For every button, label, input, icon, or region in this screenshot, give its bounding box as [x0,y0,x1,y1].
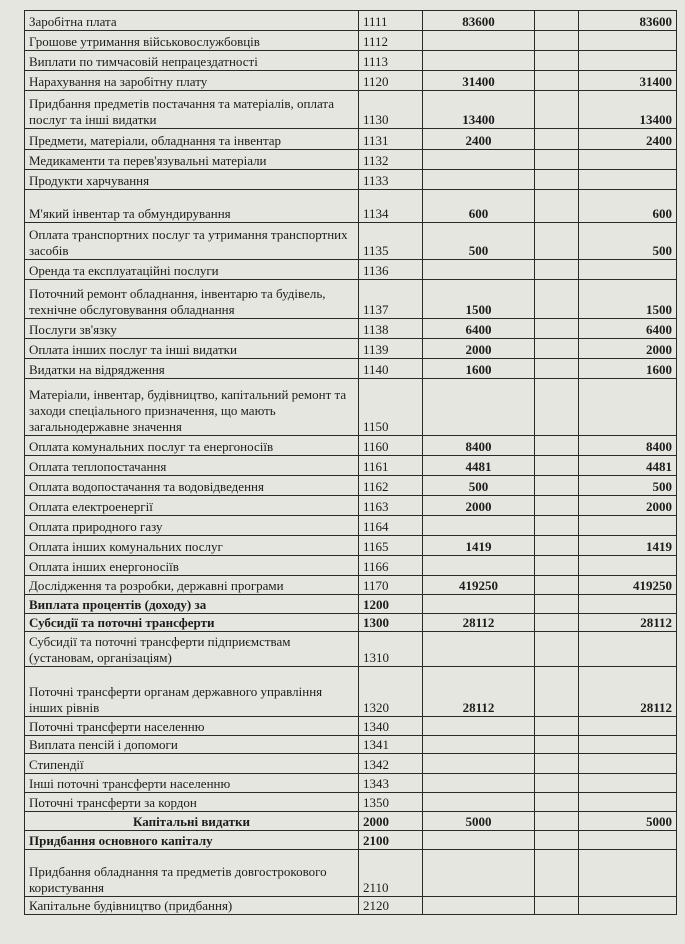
row-code-cell: 1136 [359,260,423,280]
row-name-cell: Матеріали, інвентар, будівництво, капітальний ремонт та заходи спеціального призначення, що мають загальнодержавне значення [25,379,359,436]
table-row [25,129,677,150]
row-name-cell: Оплата комунальних послуг та енергоносіїв [25,436,359,456]
row-name-cell: Капітальне будівництво (придбання) [25,897,359,915]
table-row [25,812,677,831]
row-value-cell: 500 [423,223,535,260]
row-total-cell [579,170,677,190]
row-total-cell [579,717,677,736]
row-value-cell: 419250 [423,576,535,595]
row-total-cell: 31400 [579,71,677,91]
table-row [25,379,677,436]
row-extra-cell [535,319,579,339]
row-code-cell: 1138 [359,319,423,339]
row-value-cell [423,774,535,793]
row-code-cell: 1340 [359,717,423,736]
row-extra-cell [535,614,579,632]
row-total-cell [579,793,677,812]
row-total-cell: 419250 [579,576,677,595]
row-value-cell: 2400 [423,129,535,150]
row-name-cell: Нарахування на заробітну плату [25,71,359,91]
row-total-cell: 83600 [579,11,677,31]
row-code-cell: 1130 [359,91,423,129]
row-extra-cell [535,170,579,190]
row-name-cell: Грошове утримання військовослужбовців [25,31,359,51]
row-value-cell [423,51,535,71]
row-total-cell [579,850,677,897]
row-extra-cell [535,754,579,774]
row-code-cell: 1111 [359,11,423,31]
row-code-cell: 1131 [359,129,423,150]
row-name-cell: Придбання предметів постачання та матеріалів, оплата послуг та інші видатки [25,91,359,129]
table-row [25,150,677,170]
row-total-cell: 2000 [579,339,677,359]
row-total-cell [579,150,677,170]
table-row [25,496,677,516]
row-value-cell: 2000 [423,339,535,359]
table-row [25,11,677,31]
row-code-cell: 1135 [359,223,423,260]
row-extra-cell [535,456,579,476]
table-row [25,595,677,614]
row-extra-cell [535,774,579,793]
row-name-cell: Стипендії [25,754,359,774]
row-total-cell [579,31,677,51]
row-total-cell [579,556,677,576]
row-value-cell [423,754,535,774]
row-extra-cell [535,496,579,516]
table-row [25,51,677,71]
row-total-cell: 6400 [579,319,677,339]
row-code-cell: 1166 [359,556,423,576]
row-code-cell: 1300 [359,614,423,632]
table-row [25,91,677,129]
row-code-cell: 2000 [359,812,423,831]
row-total-cell [579,51,677,71]
row-value-cell: 500 [423,476,535,496]
row-code-cell: 1137 [359,280,423,319]
table-row [25,793,677,812]
row-name-cell: Інші поточні трансферти населенню [25,774,359,793]
table-row [25,614,677,632]
row-name-cell: Предмети, матеріали, обладнання та інвентар [25,129,359,150]
row-name-cell: Медикаменти та перев'язувальні матеріали [25,150,359,170]
row-extra-cell [535,595,579,614]
row-code-cell: 1132 [359,150,423,170]
row-total-cell: 2000 [579,496,677,516]
table-row [25,576,677,595]
row-code-cell: 1350 [359,793,423,812]
row-name-cell: Придбання основного капіталу [25,831,359,850]
row-extra-cell [535,736,579,754]
row-code-cell: 1165 [359,536,423,556]
table-row [25,632,677,667]
row-value-cell [423,556,535,576]
row-extra-cell [535,71,579,91]
row-name-cell: Поточні трансферти за кордон [25,793,359,812]
row-code-cell: 1341 [359,736,423,754]
row-total-cell: 13400 [579,91,677,129]
row-value-cell: 13400 [423,91,535,129]
row-extra-cell [535,91,579,129]
table-row [25,31,677,51]
row-extra-cell [535,793,579,812]
table-row [25,754,677,774]
table-row [25,339,677,359]
row-name-cell: Заробітна плата [25,11,359,31]
row-extra-cell [535,11,579,31]
table-row [25,436,677,456]
row-name-cell: Оплата інших послуг та інші видатки [25,339,359,359]
row-value-cell [423,632,535,667]
row-extra-cell [535,556,579,576]
row-name-cell: Оплата природного газу [25,516,359,536]
row-total-cell: 1600 [579,359,677,379]
table-row [25,476,677,496]
row-total-cell [579,831,677,850]
row-code-cell: 1133 [359,170,423,190]
row-total-cell: 5000 [579,812,677,831]
row-extra-cell [535,436,579,456]
table-row [25,667,677,717]
row-name-cell: Виплати по тимчасовій непрацездатності [25,51,359,71]
row-extra-cell [535,831,579,850]
row-code-cell: 2100 [359,831,423,850]
row-name-cell: Придбання обладнання та предметів довгострокового користування [25,850,359,897]
row-total-cell [579,632,677,667]
row-value-cell [423,717,535,736]
row-total-cell [579,754,677,774]
row-value-cell: 2000 [423,496,535,516]
row-value-cell [423,150,535,170]
table-row [25,170,677,190]
row-name-cell: Оплата інших енергоносіїв [25,556,359,576]
row-name-cell: Виплата процентів (доходу) за [25,595,359,614]
row-code-cell: 1162 [359,476,423,496]
table-row [25,717,677,736]
row-name-cell: Оплата електроенергії [25,496,359,516]
row-code-cell: 1170 [359,576,423,595]
budget-table [24,10,677,915]
row-value-cell [423,31,535,51]
row-extra-cell [535,850,579,897]
row-name-cell: Оплата теплопостачання [25,456,359,476]
row-value-cell: 28112 [423,667,535,717]
row-value-cell [423,595,535,614]
row-name-cell: Послуги зв'язку [25,319,359,339]
row-name-cell: Поточні трансферти населенню [25,717,359,736]
row-extra-cell [535,667,579,717]
row-total-cell [579,260,677,280]
row-value-cell: 28112 [423,614,535,632]
row-code-cell: 2110 [359,850,423,897]
row-value-cell: 600 [423,190,535,223]
row-value-cell [423,260,535,280]
budget-table-body [25,11,677,915]
row-value-cell [423,831,535,850]
row-code-cell: 1160 [359,436,423,456]
table-row [25,516,677,536]
row-total-cell: 500 [579,476,677,496]
row-total-cell [579,516,677,536]
table-row [25,774,677,793]
row-code-cell: 1342 [359,754,423,774]
table-row [25,280,677,319]
row-extra-cell [535,280,579,319]
row-total-cell: 1500 [579,280,677,319]
table-row [25,831,677,850]
row-value-cell [423,379,535,436]
table-row [25,71,677,91]
row-value-cell: 8400 [423,436,535,456]
table-row [25,319,677,339]
row-value-cell: 83600 [423,11,535,31]
table-row [25,897,677,915]
row-name-cell: М'який інвентар та обмундирування [25,190,359,223]
row-value-cell: 1600 [423,359,535,379]
row-code-cell: 1164 [359,516,423,536]
row-extra-cell [535,51,579,71]
table-row [25,736,677,754]
table-row [25,260,677,280]
row-total-cell: 2400 [579,129,677,150]
row-extra-cell [535,190,579,223]
row-value-cell: 1419 [423,536,535,556]
row-value-cell [423,170,535,190]
row-value-cell [423,897,535,915]
row-code-cell: 1120 [359,71,423,91]
table-row [25,190,677,223]
row-value-cell [423,850,535,897]
row-code-cell: 1320 [359,667,423,717]
row-name-cell: Дослідження та розробки, державні програми [25,576,359,595]
row-name-cell: Оплата транспортних послуг та утримання транспортних засобів [25,223,359,260]
table-row [25,456,677,476]
row-name-cell: Капітальні видатки [25,812,359,831]
row-total-cell: 8400 [579,436,677,456]
row-value-cell: 31400 [423,71,535,91]
row-value-cell: 1500 [423,280,535,319]
row-code-cell: 1113 [359,51,423,71]
row-extra-cell [535,150,579,170]
row-total-cell [579,595,677,614]
row-extra-cell [535,576,579,595]
row-total-cell: 28112 [579,614,677,632]
row-extra-cell [535,339,579,359]
row-extra-cell [535,129,579,150]
row-code-cell: 2120 [359,897,423,915]
row-extra-cell [535,476,579,496]
row-name-cell: Субсидії та поточні трансферти [25,614,359,632]
row-total-cell [579,736,677,754]
row-code-cell: 1140 [359,359,423,379]
row-total-cell [579,897,677,915]
row-code-cell: 1343 [359,774,423,793]
row-code-cell: 1310 [359,632,423,667]
row-total-cell: 28112 [579,667,677,717]
row-total-cell: 4481 [579,456,677,476]
row-total-cell [579,774,677,793]
row-name-cell: Субсидії та поточні трансферти підприємствам (установам, організаціям) [25,632,359,667]
row-extra-cell [535,359,579,379]
row-extra-cell [535,812,579,831]
row-extra-cell [535,379,579,436]
row-name-cell: Видатки на відрядження [25,359,359,379]
row-value-cell: 6400 [423,319,535,339]
row-name-cell: Поточний ремонт обладнання, інвентарю та будівель, технічне обслуговування обладнання [25,280,359,319]
row-code-cell: 1150 [359,379,423,436]
row-extra-cell [535,260,579,280]
row-code-cell: 1134 [359,190,423,223]
row-extra-cell [535,31,579,51]
row-code-cell: 1112 [359,31,423,51]
table-row [25,223,677,260]
row-code-cell: 1163 [359,496,423,516]
row-value-cell [423,793,535,812]
row-name-cell: Оплата інших комунальних послуг [25,536,359,556]
row-total-cell: 600 [579,190,677,223]
row-value-cell: 4481 [423,456,535,476]
row-code-cell: 1200 [359,595,423,614]
row-name-cell: Продукти харчування [25,170,359,190]
row-code-cell: 1161 [359,456,423,476]
row-name-cell: Оплата водопостачання та водовідведення [25,476,359,496]
row-extra-cell [535,717,579,736]
row-total-cell: 500 [579,223,677,260]
row-extra-cell [535,632,579,667]
row-extra-cell [535,516,579,536]
row-total-cell: 1419 [579,536,677,556]
table-row [25,536,677,556]
row-name-cell: Оренда та експлуатаційні послуги [25,260,359,280]
table-row [25,556,677,576]
row-name-cell: Поточні трансферти органам державного управління інших рівнів [25,667,359,717]
row-value-cell [423,736,535,754]
row-total-cell [579,379,677,436]
row-value-cell [423,516,535,536]
row-name-cell: Виплата пенсій і допомоги [25,736,359,754]
row-extra-cell [535,897,579,915]
row-code-cell: 1139 [359,339,423,359]
row-value-cell: 5000 [423,812,535,831]
row-extra-cell [535,223,579,260]
table-row [25,850,677,897]
row-extra-cell [535,536,579,556]
table-row [25,359,677,379]
